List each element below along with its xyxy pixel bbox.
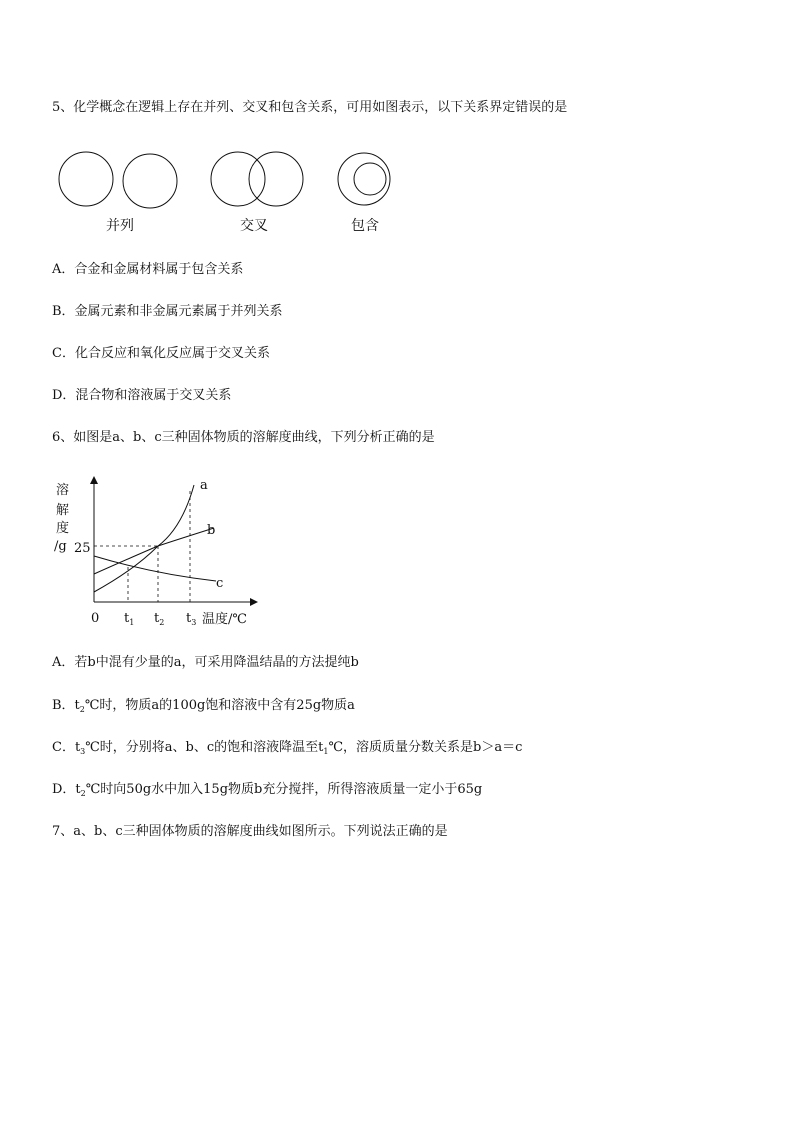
ylabel-char-1: 溶 <box>56 483 70 498</box>
q5-option-b: B．金属元素和非金属元素属于并列关系 <box>52 304 283 319</box>
venn-parallel <box>59 152 177 234</box>
x-origin: 0 <box>91 611 100 626</box>
xlabel: 温度/℃ <box>202 612 247 627</box>
q7-stem: 7、a、b、c三种固体物质的溶解度曲线如图所示。下列说法正确的是 <box>52 824 448 839</box>
q6-option-b: B．$t_2℃$时，物质a的100g饱和溶液中含有25g物质a <box>52 698 355 714</box>
series-label-a: a <box>200 478 208 493</box>
q6-option-d: D．$t_2℃$时向50g水中加入15g物质b充分搅拌，所得溶液质量一定小于65g <box>52 782 483 798</box>
venn-label-cross: 交叉 <box>240 218 268 234</box>
q5-option-c: C．化合反应和氧化反应属于交叉关系 <box>52 346 270 361</box>
solubility-chart <box>44 470 274 630</box>
venn-label-contain: 包含 <box>351 218 379 234</box>
venn-cross <box>211 152 303 234</box>
ylabel-char-3: 度 <box>56 521 70 536</box>
series-label-c: c <box>216 576 224 591</box>
curve-c <box>94 556 216 581</box>
venn-contain <box>338 153 390 234</box>
q5-stem: 5、化学概念在逻辑上存在并列、交叉和包含关系，可用如图表示，以下关系界定错误的是 <box>52 100 568 115</box>
q5-option-a: A．合金和金属材料属于包含关系 <box>52 262 244 277</box>
ylabel-char-4: /g <box>54 539 67 554</box>
q5-option-d: D．混合物和溶液属于交叉关系 <box>52 388 232 403</box>
series-label-b: b <box>207 523 216 538</box>
venn-diagrams <box>0 0 794 240</box>
x-tick-t1: $t_1$ <box>124 611 135 627</box>
curve-b <box>94 528 214 574</box>
y-tick-25: 25 <box>74 541 91 556</box>
x-tick-t2: $t_2$ <box>154 611 165 627</box>
ylabel-char-2: 解 <box>56 503 70 518</box>
x-tick-t3: $t_3$ <box>186 611 197 627</box>
q6-option-a: A．若b中混有少量的a，可采用降温结晶的方法提纯b <box>52 655 359 670</box>
q6-stem: 6、如图是a、b、c三种固体物质的溶解度曲线，下列分析正确的是 <box>52 430 435 445</box>
venn-label-parallel: 并列 <box>106 218 134 234</box>
q6-option-c: C．$t_3℃$时，分别将a、b、c的饱和溶液降温至$t_1℃$，溶质质量分数关系是b＞a＝c <box>52 740 523 756</box>
